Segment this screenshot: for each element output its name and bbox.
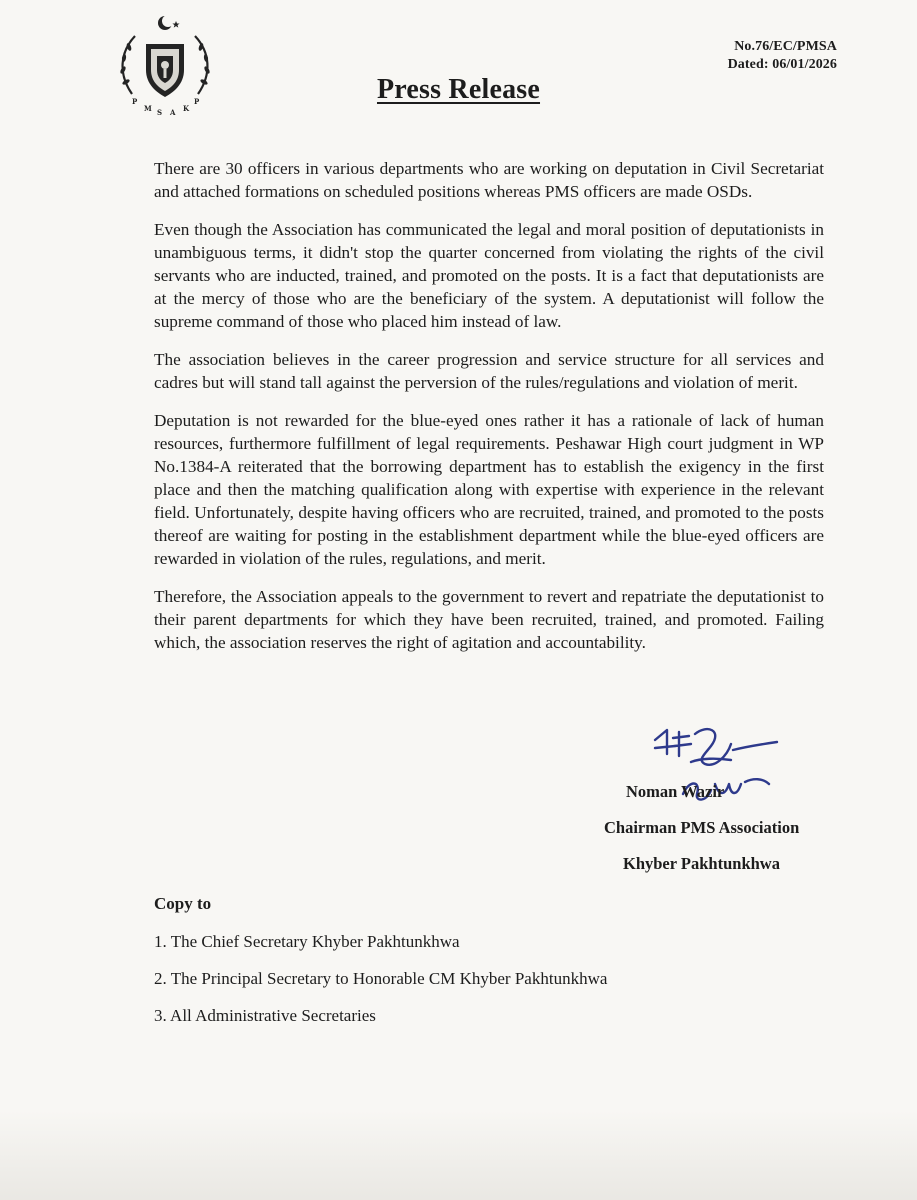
body-paragraph: Deputation is not rewarded for the blue-eyed ones rather it has a rationale of lack of human resources, furthermore fulfillment of legal requirements. Peshawar High court judgment in WP No.1384-A reiterated that the borrowing department has to establish the exigency in the first place and then the matching qualification along with expertise with experience in the relevant field. Unfortunately, despite having officers who are recruited, trained, and promoted to the posts thereof are waiting for posting in the establishment department while the blue-eyed officers are rewarded in violation of the rules, regulations, and merit. xyxy=(154,411,824,568)
body-paragraph: The association believes in the career progression and service structure for all services and cadres but will stand tall against the perversion of the rules/regulations and violation of merit. xyxy=(154,350,824,392)
scan-shadow xyxy=(0,1110,917,1200)
reference-number: No.76/EC/PMSA xyxy=(734,39,837,54)
logo-letter-k: K xyxy=(183,104,190,113)
logo-letter-m: M xyxy=(144,104,152,113)
body-paragraph: Therefore, the Association appeals to the government to revert and repatriate the deputationist to their parent departments for which they have been recruited, trained, and promoted. Failing which, the association reserves the right of agitation and accountability. xyxy=(154,587,824,652)
logo-letter-p2: P xyxy=(194,97,200,106)
reference-block xyxy=(728,38,837,74)
signature-block xyxy=(550,720,850,890)
copy-to-item: 3. All Administrative Secretaries xyxy=(154,1006,376,1025)
copy-to-item: 2. The Principal Secretary to Honorable CM Khyber Pakhtunkhwa xyxy=(154,969,608,988)
document-title xyxy=(0,74,917,106)
body-paragraph: Even though the Association has communicated the legal and moral position of deputationists in unambiguous terms, it didn't stop the quarter concerned from violating the rights of the civil servants who are inducted, trained, and promoted on the posts. It is a fact that deputationists are at the mercy of those who are the beneficiary of the system. A deputationist will follow the supreme command of those who placed him instead of law. xyxy=(154,220,824,331)
copy-to-item: 1. The Chief Secretary Khyber Pakhtunkhwa xyxy=(154,932,460,951)
press-release-body xyxy=(154,157,824,669)
signatory-title: Chairman PMS Association xyxy=(604,818,800,837)
logo-letter-s: S xyxy=(157,108,163,117)
body-paragraph: There are 30 officers in various departments who are working on deputation in Civil Secretariat and attached formations on scheduled positions whereas PMS officers are made OSDs. xyxy=(154,159,824,201)
logo-letter-p: P xyxy=(132,97,138,106)
copy-to-heading: Copy to xyxy=(154,894,212,913)
logo-letter-a: A xyxy=(170,108,176,117)
reference-date: Dated: 06/01/2026 xyxy=(727,57,837,72)
copy-to-list xyxy=(154,894,607,1043)
signatory-name: Noman Wazir xyxy=(626,782,725,801)
document-title-text: Press Release xyxy=(376,74,541,105)
signatory-province: Khyber Pakhtunkhwa xyxy=(623,854,780,873)
